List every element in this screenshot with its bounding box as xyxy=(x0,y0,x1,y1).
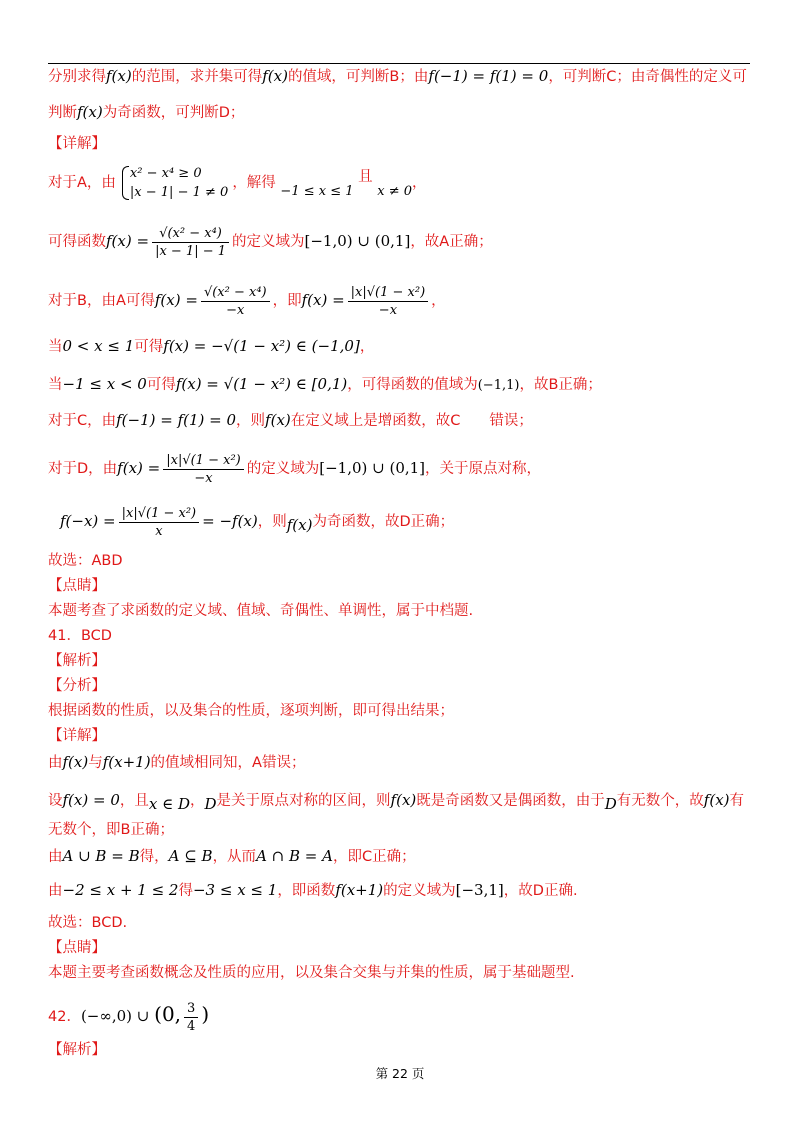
section-heading: 【解析】 xyxy=(48,653,106,669)
fraction: $\frac{3}{4}$ xyxy=(184,1000,198,1035)
text-line: 无数个，即B正确； xyxy=(48,822,174,838)
text-line: 对于A，由 x² − x⁴ ≥ 0 |x − 1| − 1 ≠ 0 ，解得 −1 ≤ x ≤ 1 且 x ≠ 0， xyxy=(48,166,427,200)
header-rule xyxy=(48,63,750,64)
text-line: 本题主要考查函数概念及性质的应用，以及集合交集与并集的性质，属于基础题型. xyxy=(48,965,575,981)
section-heading: 【详解】 xyxy=(48,136,106,152)
text-line: 由A ∪ B = B得，A ⊆ B，从而A ∩ B = A，即C正确； xyxy=(48,847,416,865)
text-line: 可得函数f(x) = $\frac{\text{√(x² − x⁴)}}{|x - 1| - 1}$ 的定义域为[−1,0) ∪ (0,1]，故A正确； xyxy=(48,225,493,259)
text-line: 由−2 ≤ x + 1 ≤ 2得−3 ≤ x ≤ 1，即函数f(x+1)的定义域为[−3,1]，故D正确. xyxy=(48,881,578,899)
text-line: 对于B，由A可得f(x) = $\frac{\text{√(x² − x⁴)}}{-x}$ ，即f(x) = $\frac{\text{|x|√(1 − x²)}}{-x}$ ， xyxy=(48,284,446,318)
text-line: 本题考查了求函数的定义域、值域、奇偶性、单调性，属于中档题. xyxy=(48,603,474,619)
text-line: 对于C，由f(−1) = f(1) = 0，则f(x)在定义域上是增函数，故C 错误； xyxy=(48,411,533,429)
text-line: 设f(x) = 0，且x ∈ D，D是关于原点对称的区间，则f(x)既是奇函数又是偶函数，由于D有无数个，故f(x)有 xyxy=(48,791,745,813)
fraction: $\frac{\text{√(x² − x⁴)}}{-x}$ xyxy=(201,284,270,319)
section-heading: 【详解】 xyxy=(48,728,106,744)
fraction: $\frac{\text{√(x² − x⁴)}}{|x - 1| - 1}$ xyxy=(152,225,229,260)
fraction: $\frac{\text{|x|√(1 − x²)}}{-x}$ xyxy=(348,284,429,319)
section-heading: 【点睛】 xyxy=(48,578,106,594)
equation-system: x² − x⁴ ≥ 0 |x − 1| − 1 ≠ 0 xyxy=(120,164,228,202)
text-line: 对于D，由f(x) = $\frac{\text{|x|√(1 − x²)}}{-x}$ 的定义域为[−1,0) ∪ (0,1]，关于原点对称， xyxy=(48,452,542,486)
question-number: 42．(−∞,0) ∪ (0, $\frac{3}{4}$ ) xyxy=(48,1000,210,1034)
text-line: 由f(x)与f(x+1)的值域相同知，A错误； xyxy=(48,753,306,771)
text-line: 判断f(x)为奇函数，可判断D； xyxy=(48,103,245,121)
text-line: 故选：BCD. xyxy=(48,915,128,931)
text-line: 故选：ABD xyxy=(48,553,123,569)
text-line: 当−1 ≤ x < 0可得f(x) = √(1 − x²) ∈ [0,1)，可得函数的值域为(−1,1)，故B正确； xyxy=(48,375,602,393)
text-line: 根据函数的性质，以及集合的性质，逐项判断，即可得出结果； xyxy=(48,703,454,719)
text-line: f(−x) = $\frac{\text{|x|√(1 − x²)}}{x}$ = −f(x)，则f(x)为奇函数，故D正确； xyxy=(60,505,455,539)
section-heading: 【点睛】 xyxy=(48,940,106,956)
fraction: $\frac{\text{|x|√(1 − x²)}}{-x}$ xyxy=(163,452,244,487)
text-line: 分别求得f(x)的范围，求并集可得f(x)的值域，可判断B；由f(−1) = f(1) = 0，可判断C；由奇偶性的定义可 xyxy=(48,67,747,85)
section-heading: 【解析】 xyxy=(48,1042,106,1058)
question-number: 41．BCD xyxy=(48,628,112,644)
text-line: 当0 < x ≤ 1可得f(x) = −√(1 − x²) ∈ (−1,0]， xyxy=(48,337,375,355)
section-heading: 【分析】 xyxy=(48,678,106,694)
page-footer: 第 22 页 xyxy=(375,1066,425,1081)
fraction: $\frac{\text{|x|√(1 − x²)}}{x}$ xyxy=(119,505,200,540)
